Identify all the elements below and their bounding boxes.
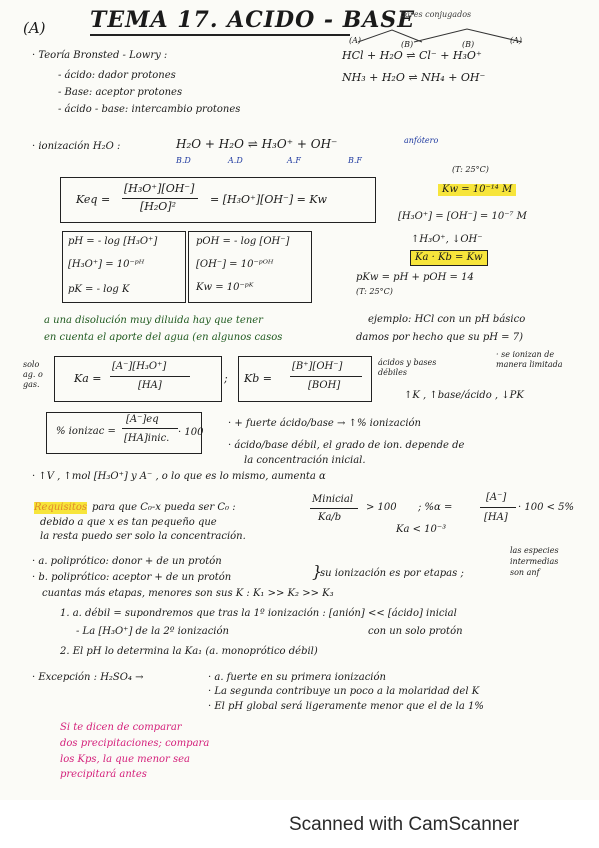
ionizacion-label-bf: B.F [348, 156, 362, 165]
req-alpha: ; %α = [418, 502, 453, 513]
page-title: TEMA 17. ACIDO - BASE [90, 7, 416, 33]
pct-rhs: · 100 [178, 427, 204, 438]
ionizacion-label: · ionización H₂O : [32, 141, 121, 152]
camscanner-footer: Scanned with CamScanner [289, 814, 520, 835]
ka-separator: ; [224, 372, 228, 385]
ka-fraction-bar [110, 376, 190, 377]
poly-d4: 2. El pH lo determina la Ka₁ (a. monoprótico débil) [60, 646, 318, 657]
ionizacion-eq: H₂O + H₂O ⇌ H₃O⁺ + OH⁻ [176, 137, 338, 151]
exception-label: · Excepción : H₂SO₄ → [32, 672, 144, 683]
ka-den: [HA] [138, 380, 162, 391]
pct-bullet2: · ácido/base débil, el grado de ion. depende de [228, 440, 465, 451]
ionizacion-label-af: A.F [287, 156, 301, 165]
bronsted-line1: - ácido: dador protones [58, 70, 176, 81]
req-frac-num: Minicial [312, 494, 354, 505]
kw-highlight: Kw = 10⁻¹⁴ M [438, 184, 516, 196]
pct-bullet3: la concentración inicial. [244, 455, 366, 466]
pares-eq2: NH₃ + H₂O ⇌ NH₄ + OH⁻ [342, 71, 486, 84]
req-rhs: · 100 < 5% [518, 502, 575, 513]
pares-tag-1: (A) [349, 36, 362, 45]
title-underline [90, 34, 350, 36]
ionizacion-label-bd: B.D [176, 156, 191, 165]
req-fraction-bar [310, 508, 358, 509]
weak-acids-2: débiles [378, 368, 407, 377]
keq-numerator: [H₃O⁺][OH⁻] [124, 182, 195, 195]
req-ka: Ka < 10⁻³ [396, 524, 447, 535]
ionizacion-label-ad: A.D [228, 156, 243, 165]
bronsted-title: · Teoría Bronsted - Lowry : [32, 50, 168, 61]
req-frac-den: Ka/b [318, 512, 342, 523]
ionize-note-2: manera limitada [496, 360, 563, 369]
poly-stages: su ionización es por etapas ; [320, 568, 464, 579]
pares-title: pares conjugados [400, 10, 472, 19]
pares-tag-4: (A) [510, 36, 523, 45]
req-alpha-num: [A⁻] [486, 492, 507, 503]
keq-rhs: = [H₃O⁺][OH⁻] = Kw [210, 193, 327, 206]
pink-note-2: dos precipitaciones; compara [60, 738, 210, 749]
requisitos-text: para que C₀-x pueda ser C₀ : [92, 502, 236, 513]
pkw-temp: (T: 25°C) [356, 287, 393, 296]
volume-note: · ↑V , ↑mol [H₃O⁺] y A⁻ , o lo que es lo mismo, aumenta α [32, 471, 326, 482]
dilution-line1: a una disolución muy diluida hay que tener [44, 315, 263, 326]
exception-l2: · La segunda contribuye un poco a la molaridad del K [208, 686, 480, 697]
exception-l3: · El pH global será ligeramente menor que el de la 1% [208, 701, 484, 712]
pink-note-1: Si te dicen de comparar [60, 722, 182, 733]
ph-line1: pH = - log [H₃O⁺] [68, 236, 158, 247]
pink-note-3: los Kps, la que menor sea [60, 754, 190, 765]
kb-den: [BOH] [308, 380, 341, 391]
dilution-example2: damos por hecho que su pH = 7) [356, 332, 523, 343]
poly-c: cuantas más etapas, menores son sus K : K₁ >> K₂ >> K₃ [42, 588, 334, 599]
pct-fraction-bar [122, 428, 178, 429]
pct-bullet1: · + fuerte ácido/base → ↑% ionización [228, 418, 421, 429]
poly-d2: - La [H₃O⁺] de la 2º ionización [76, 626, 229, 637]
keq-arrows: ↑H₃O⁺, ↓OH⁻ [411, 234, 483, 245]
requisitos-word: Requisitos [34, 502, 87, 513]
kb-num: [B⁺][OH⁻] [292, 361, 343, 372]
poly-inter3: son anf [510, 568, 540, 577]
req-desc1: debido a que x es tan pequeño que [40, 517, 217, 528]
kb-fraction-bar [290, 376, 362, 377]
bronsted-line2: - Base: aceptor protones [58, 87, 183, 98]
poly-d3: con un solo protón [368, 626, 463, 637]
kb-lhs: Kb = [244, 372, 272, 385]
poly-d1: 1. a. débil = supondremos que tras la 1º ionización : [anión] << [ácido] inicial [60, 608, 457, 619]
poh-line1: pOH = - log [OH⁻] [196, 236, 290, 247]
ka-lhs: Ka = [74, 372, 102, 385]
poh-line3: Kw = 10⁻ᵖᴷ [196, 282, 254, 293]
keq-temp: (T: 25°C) [452, 165, 489, 174]
req-gt: > 100 [366, 502, 397, 513]
pares-eq1: HCl + H₂O ⇌ Cl⁻ + H₃O⁺ [342, 49, 482, 62]
dilution-example: ejemplo: HCl con un pH básico [368, 314, 526, 325]
anfotero-note: anfótero [404, 136, 439, 145]
pct-den: [HA]inic. [124, 433, 170, 444]
poly-inter1: las especies [510, 546, 559, 555]
pink-note-4: precipitará antes [60, 769, 147, 780]
req-alpha-bar [480, 507, 516, 508]
req-alpha-den: [HA] [484, 512, 508, 523]
ph-line3: pK = - log K [68, 284, 130, 295]
keq-lhs: Keq = [76, 193, 111, 206]
pct-num: [A⁻]eq [126, 414, 159, 425]
ka-side-1: solo [23, 360, 40, 369]
pct-lhs: % ionizac = [56, 426, 116, 437]
poly-b: · b. poliprótico: aceptor + de un protón [32, 572, 232, 583]
ph-line2: [H₃O⁺] = 10⁻ᵖᴴ [68, 259, 145, 270]
exception-l1: · a. fuerte en su primera ionización [208, 672, 386, 683]
req-desc2: la resta puedo ser solo la concentración. [40, 531, 246, 542]
ka-side-3: gas. [23, 380, 40, 389]
pares-connector-lines [352, 26, 532, 44]
neutral-conc: [H₃O⁺] = [OH⁻] = 10⁻⁷ M [398, 211, 527, 222]
weak-acids-1: ácidos y bases [378, 358, 437, 367]
poly-inter2: intermedias [510, 557, 559, 566]
keq-fraction-bar [122, 198, 198, 199]
poh-line2: [OH⁻] = 10⁻ᵖᴼᴴ [196, 259, 274, 270]
ka-kb-kw-box: Ka · Kb = Kw [410, 250, 488, 266]
poly-brace: } [312, 562, 323, 581]
k-arrows: ↑K , ↑base/ácido , ↓PK [404, 390, 524, 401]
pkw-line: pKw = pH + pOH = 14 [356, 272, 474, 283]
dilution-line2: en cuenta el aporte del agua (en algunos casos [44, 332, 283, 343]
pares-tag-2: (B) [401, 40, 414, 49]
section-label: (A) [23, 19, 46, 37]
keq-denominator: [H₂O]² [140, 200, 177, 213]
pares-tag-3: (B) [462, 40, 475, 49]
ka-side-2: ag. o [23, 370, 43, 379]
bronsted-line3: - ácido - base: intercambio protones [58, 104, 241, 115]
poly-a: · a. poliprótico: donor + de un protón [32, 556, 222, 567]
ionize-note-1: · se ionizan de [496, 350, 555, 359]
ka-num: [A⁻][H₃O⁺] [112, 361, 167, 372]
